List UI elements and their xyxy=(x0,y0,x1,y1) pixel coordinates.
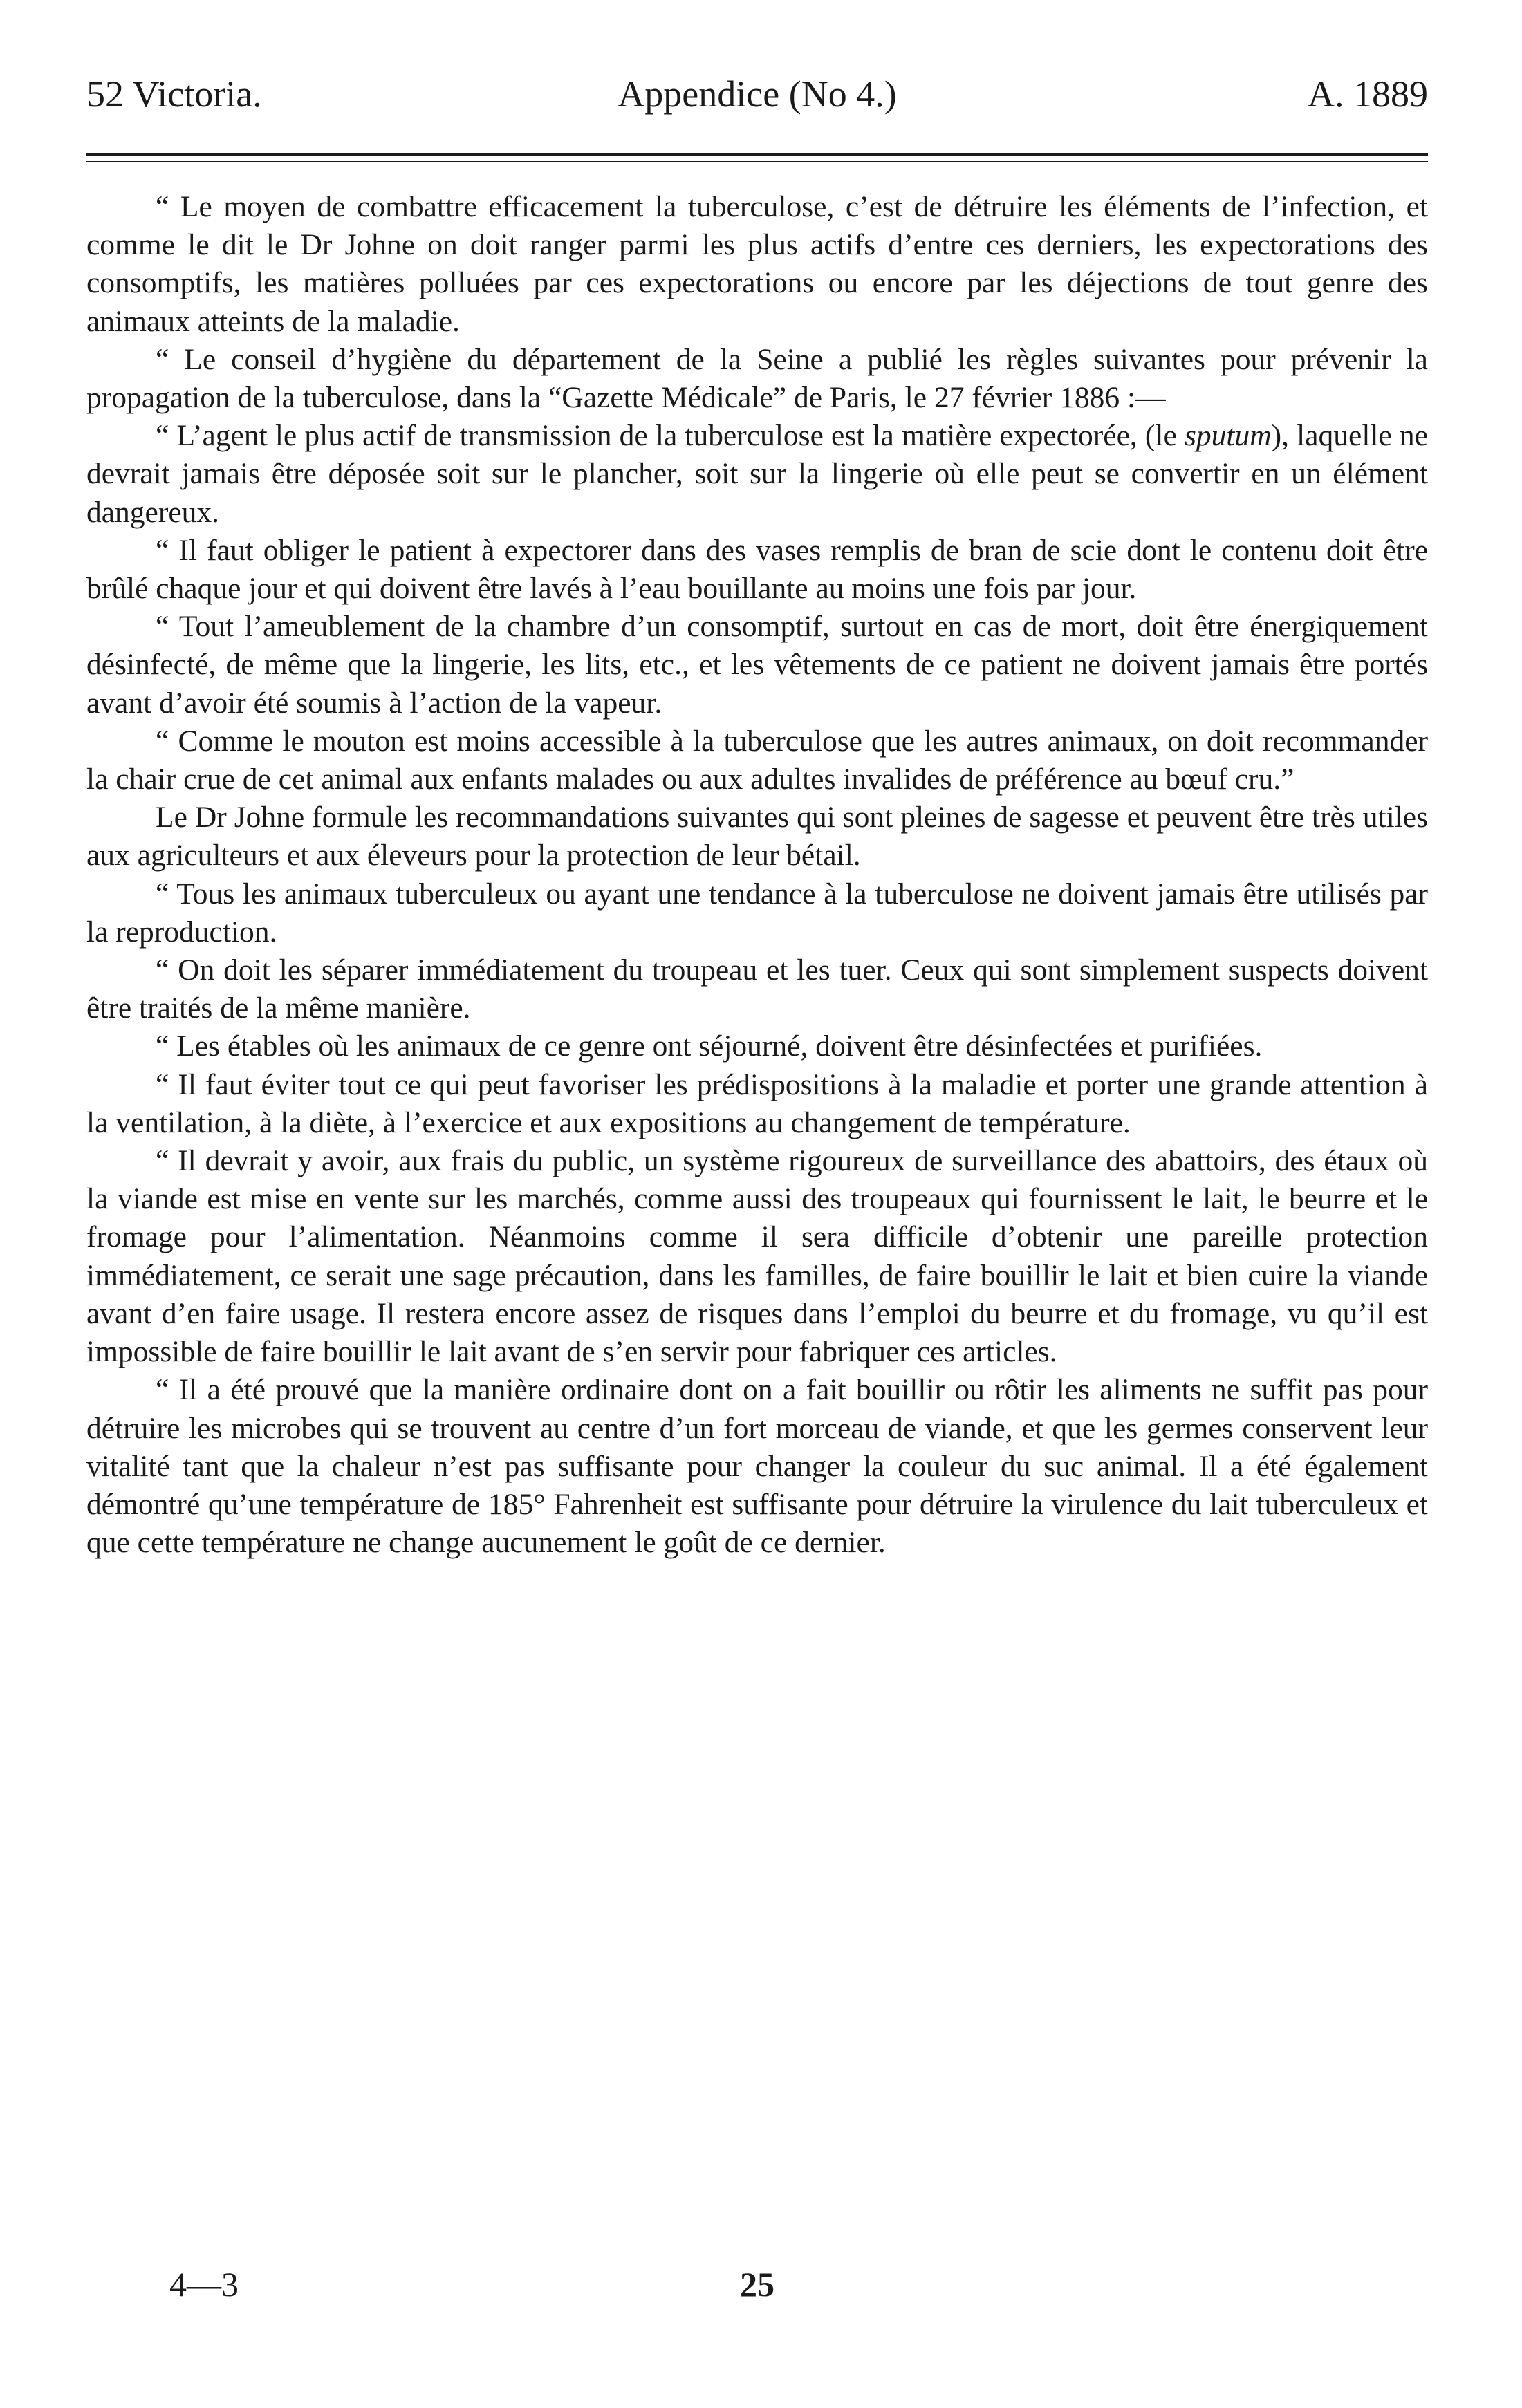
paragraph-end: ), laquelle ne devrait jamais être déposée soit sur le plancher, soit sur la lingerie où elle peut se convertir en un élément dangereux. xyxy=(86,419,1428,529)
paragraph-start: “ L’agent le plus actif de transmission de la tuberculose est la matière expectorée, (le xyxy=(156,419,1185,453)
running-header xyxy=(86,73,1428,128)
paragraph: “ Il a été prouvé que la manière ordinaire dont on a fait bouillir ou rôtir les aliments ne suffit pas pour détruire les microbes qui se trouvent au centre d’un fort morceau de viande, et que les germes conservent leur vitalité tant que la chaleur n’est pas suffisante pour changer la couleur du suc animal. Il a été également démontré qu’une température de 185° Fahrenheit est suffisante pour détruire la virulence du lait tuberculeux et que cette température ne change aucunement le goût de ce dernier. xyxy=(86,1373,1428,1560)
page-number: 25 xyxy=(740,2265,774,2304)
header-title: Appendice (No 4.) xyxy=(618,73,897,115)
page-footer xyxy=(86,2264,1428,2313)
paragraph: “ Le conseil d’hygiène du département de la Seine a publié les règles suivantes pour prévenir la propagation de la tuberculose, dans la “Gazette Médicale” de Paris, le 27 février 1886 :— xyxy=(86,342,1428,415)
paragraph: “ Le moyen de combattre efficacement la tuberculose, c’est de détruire les éléments de l’infection, et comme le dit le Dr Johne on doit ranger parmi les plus actifs d’entre ces derniers, les expectorations des consomptifs, les matières polluées par ces expectorations ou encore par les déjections de tout genre des animaux atteints de la maladie. xyxy=(86,190,1428,338)
paragraph: “ Les étables où les animaux de ce genre ont séjourné, doivent être désinfectées et purifiées. xyxy=(156,1029,1263,1063)
paragraph: “ On doit les séparer immédiatement du troupeau et les tuer. Ceux qui sont simplement suspects doivent être traités de la même manière. xyxy=(86,953,1428,1025)
paragraph xyxy=(86,417,1428,532)
header-double-rule xyxy=(86,153,1428,162)
header-year: A. 1889 xyxy=(1308,73,1428,115)
main-text xyxy=(86,188,1428,1562)
paragraph: “ Il faut obliger le patient à expectorer dans des vases remplis de bran de scie dont le contenu doit être brûlé chaque jour et qui doivent être lavés à l’eau bouillante au moins une fois par jour. xyxy=(86,533,1428,606)
paragraph: “ Il faut éviter tout ce qui peut favoriser les prédispositions à la maladie et porter une grande attention à la ventilation, à la diète, à l’exercice et aux expositions au changement de température. xyxy=(86,1067,1428,1139)
printer-signature: 4—3 xyxy=(169,2265,239,2304)
paragraph: “ Il devrait y avoir, aux frais du public, un système rigoureux de surveillance des abattoirs, des étaux où la viande est mise en vente sur les marchés, comme aussi des troupeaux qui fournissent le lait, le beurre et le fromage pour l’alimentation. Néanmoins comme il sera difficile d’obtenir une pareille protection immédiatement, ce serait une sage précaution, dans les familles, de faire bouillir le lait et bien cuire la viande avant d’en faire usage. Il restera encore assez de risques dans l’emploi du beurre et du fromage, vu qu’il est impossible de faire bouillir le lait avant de s’en servir pour fabriquer ces articles. xyxy=(86,1144,1428,1369)
header-session: 52 Victoria. xyxy=(86,73,262,115)
paragraph: “ Tout l’ameublement de la chambre d’un consomptif, surtout en cas de mort, doit être énergiquement désinfecté, de même que la lingerie, les lits, etc., et les vêtements de ce patient ne doivent jamais être portés avant d’avoir été soumis à l’action de la vapeur. xyxy=(86,610,1428,720)
paragraph: Le Dr Johne formule les recommandations suivantes qui sont pleines de sagesse et peuvent être très utiles aux agriculteurs et aux éleveurs pour la protection de leur bétail. xyxy=(86,801,1428,872)
italic-term: sputum xyxy=(1184,419,1272,453)
paragraph: “ Tous les animaux tuberculeux ou ayant une tendance à la tuberculose ne doivent jamais être utilisés par la reproduction. xyxy=(86,877,1428,949)
paragraph: “ Comme le mouton est moins accessible à la tuberculose que les autres animaux, on doit recommander la chair crue de cet animal aux enfants malades ou aux adultes invalides de préférence au bœuf cru.” xyxy=(86,724,1428,796)
